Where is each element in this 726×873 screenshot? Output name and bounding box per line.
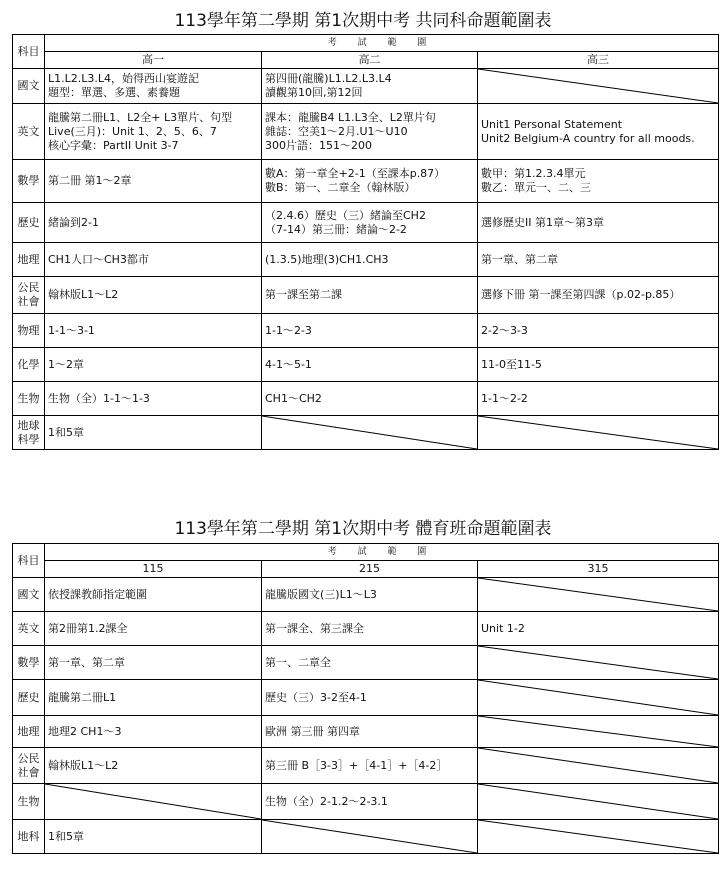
range-cell: 1-1～2-2 — [478, 382, 719, 416]
subject-cell: 地理 — [13, 716, 45, 748]
level-header: 215 — [262, 561, 478, 578]
range-cell: 緒論到2-1 — [45, 203, 262, 243]
exam-range-header: 考 試 範 圍 — [45, 35, 719, 52]
table-row — [13, 680, 719, 716]
subject-cell: 英文 — [13, 612, 45, 646]
empty-cell-diagonal — [478, 680, 719, 716]
subject-cell: 英文 — [13, 104, 45, 160]
table-row — [13, 646, 719, 680]
table-row — [13, 748, 719, 784]
subject-cell: 物理 — [13, 314, 45, 348]
range-cell: 1～2章 — [45, 348, 262, 382]
table-row — [13, 348, 719, 382]
empty-cell-diagonal — [478, 748, 719, 784]
range-cell: 11-0至11-5 — [478, 348, 719, 382]
range-cell: 選修歷史II 第1章～第3章 — [478, 203, 719, 243]
range-cell: CH1人口～CH3都市 — [45, 243, 262, 277]
table-row — [13, 382, 719, 416]
range-cell: 翰林版L1～L2 — [45, 277, 262, 314]
table2 — [12, 543, 719, 854]
level-header: 高一 — [45, 52, 262, 69]
table-row — [13, 820, 719, 854]
table-row — [13, 612, 719, 646]
subject-cell: 地理 — [13, 243, 45, 277]
range-cell: 龍騰版國文(三)L1～L3 — [262, 578, 478, 612]
subject-cell: 公民 社會 — [13, 277, 45, 314]
range-cell: 依授課教師指定範圍 — [45, 578, 262, 612]
range-cell: 龍騰第二冊L1 — [45, 680, 262, 716]
exam-range-header: 考 試 範 圍 — [45, 544, 719, 561]
range-cell: 1和5章 — [45, 820, 262, 854]
range-cell: 數A：第一章全+2-1（至課本p.87） 數B：第一、二章全（翰林版） — [262, 160, 478, 203]
range-cell: （2.4.6）歷史（三）緒論至CH2 （7-14）第三冊：緒論～2-2 — [262, 203, 478, 243]
subject-cell: 國文 — [13, 69, 45, 104]
subject-cell: 地球 科學 — [13, 416, 45, 450]
range-cell: 生物（全）1-1～1-3 — [45, 382, 262, 416]
table-row — [13, 243, 719, 277]
range-cell: 歐洲 第三冊 第四章 — [262, 716, 478, 748]
range-cell: 1-1～3-1 — [45, 314, 262, 348]
range-cell: 生物（全）2-1.2～2-3.1 — [262, 784, 478, 820]
range-cell: 4-1～5-1 — [262, 348, 478, 382]
range-cell: 第一課至第二課 — [262, 277, 478, 314]
empty-cell-diagonal — [478, 646, 719, 680]
subject-cell: 國文 — [13, 578, 45, 612]
range-cell: 翰林版L1～L2 — [45, 748, 262, 784]
table1 — [12, 34, 719, 450]
subject-cell: 歷史 — [13, 680, 45, 716]
level-header: 315 — [478, 561, 719, 578]
empty-cell-diagonal — [478, 578, 719, 612]
subject-cell: 生物 — [13, 382, 45, 416]
range-cell: 選修下冊 第一課至第四課（p.02-p.85） — [478, 277, 719, 314]
table-row — [13, 277, 719, 314]
table-row — [13, 160, 719, 203]
range-cell: 第一章、第二章 — [45, 646, 262, 680]
empty-cell-diagonal — [478, 716, 719, 748]
empty-cell-diagonal — [478, 416, 719, 450]
table-row — [13, 69, 719, 104]
range-cell: 地理2 CH1～3 — [45, 716, 262, 748]
empty-cell-diagonal — [478, 820, 719, 854]
subject-cell: 公民 社會 — [13, 748, 45, 784]
range-cell: 1和5章 — [45, 416, 262, 450]
table-row — [13, 716, 719, 748]
range-cell: 龍騰第二冊L1、L2全+ L3單片、句型 Live(三月)：Unit 1、2、5、6、7 核心字彙：PartII Unit 3-7 — [45, 104, 262, 160]
level-header: 115 — [45, 561, 262, 578]
empty-cell-diagonal — [262, 820, 478, 854]
range-cell: 第三冊 B［3-3］+［4-1］+［4-2］ — [262, 748, 478, 784]
range-cell: Unit 1-2 — [478, 612, 719, 646]
range-cell: 第2冊第1.2課全 — [45, 612, 262, 646]
subject-header: 科目 — [13, 35, 45, 69]
empty-cell-diagonal — [45, 784, 262, 820]
subject-cell: 生物 — [13, 784, 45, 820]
table-row — [13, 416, 719, 450]
level-header: 高三 — [478, 52, 719, 69]
subject-cell: 數學 — [13, 160, 45, 203]
table-row — [13, 203, 719, 243]
table1-title: 113學年第二學期 第1次期中考 共同科命題範圍表 — [174, 11, 552, 31]
range-cell: 第四冊(龍騰)L1.L2.L3.L4 讀觀第10回,第12回 — [262, 69, 478, 104]
range-cell: 第二冊 第1～2章 — [45, 160, 262, 203]
range-cell: (1.3.5)地理(3)CH1.CH3 — [262, 243, 478, 277]
empty-cell-diagonal — [478, 69, 719, 104]
subject-header: 科目 — [13, 544, 45, 578]
subject-cell: 地科 — [13, 820, 45, 854]
table-row — [13, 578, 719, 612]
range-cell: 第一章、第二章 — [478, 243, 719, 277]
range-cell: 第一、二章全 — [262, 646, 478, 680]
range-cell: 歷史（三）3-2至4-1 — [262, 680, 478, 716]
table-row — [13, 104, 719, 160]
table-row — [13, 314, 719, 348]
range-cell: 數甲：第1.2.3.4單元 數乙：單元一、二、三 — [478, 160, 719, 203]
table2-title: 113學年第二學期 第1次期中考 體育班命題範圍表 — [174, 519, 552, 539]
range-cell: L1.L2.L3.L4，始得西山宴遊記 題型：單選、多選、素養題 — [45, 69, 262, 104]
range-cell: 2-2～3-3 — [478, 314, 719, 348]
range-cell: 第一課全、第三課全 — [262, 612, 478, 646]
subject-cell: 歷史 — [13, 203, 45, 243]
subject-cell: 化學 — [13, 348, 45, 382]
range-cell: 課本：龍騰B4 L1.L3全、L2單片句 雜誌：空美1～2月.U1～U10 300片語：151～200 — [262, 104, 478, 160]
level-header: 高二 — [262, 52, 478, 69]
table-row — [13, 784, 719, 820]
subject-cell: 數學 — [13, 646, 45, 680]
empty-cell-diagonal — [262, 416, 478, 450]
range-cell: Unit1 Personal Statement Unit2 Belgium-A country for all moods. — [478, 104, 719, 160]
range-cell: CH1～CH2 — [262, 382, 478, 416]
empty-cell-diagonal — [478, 784, 719, 820]
range-cell: 1-1～2-3 — [262, 314, 478, 348]
